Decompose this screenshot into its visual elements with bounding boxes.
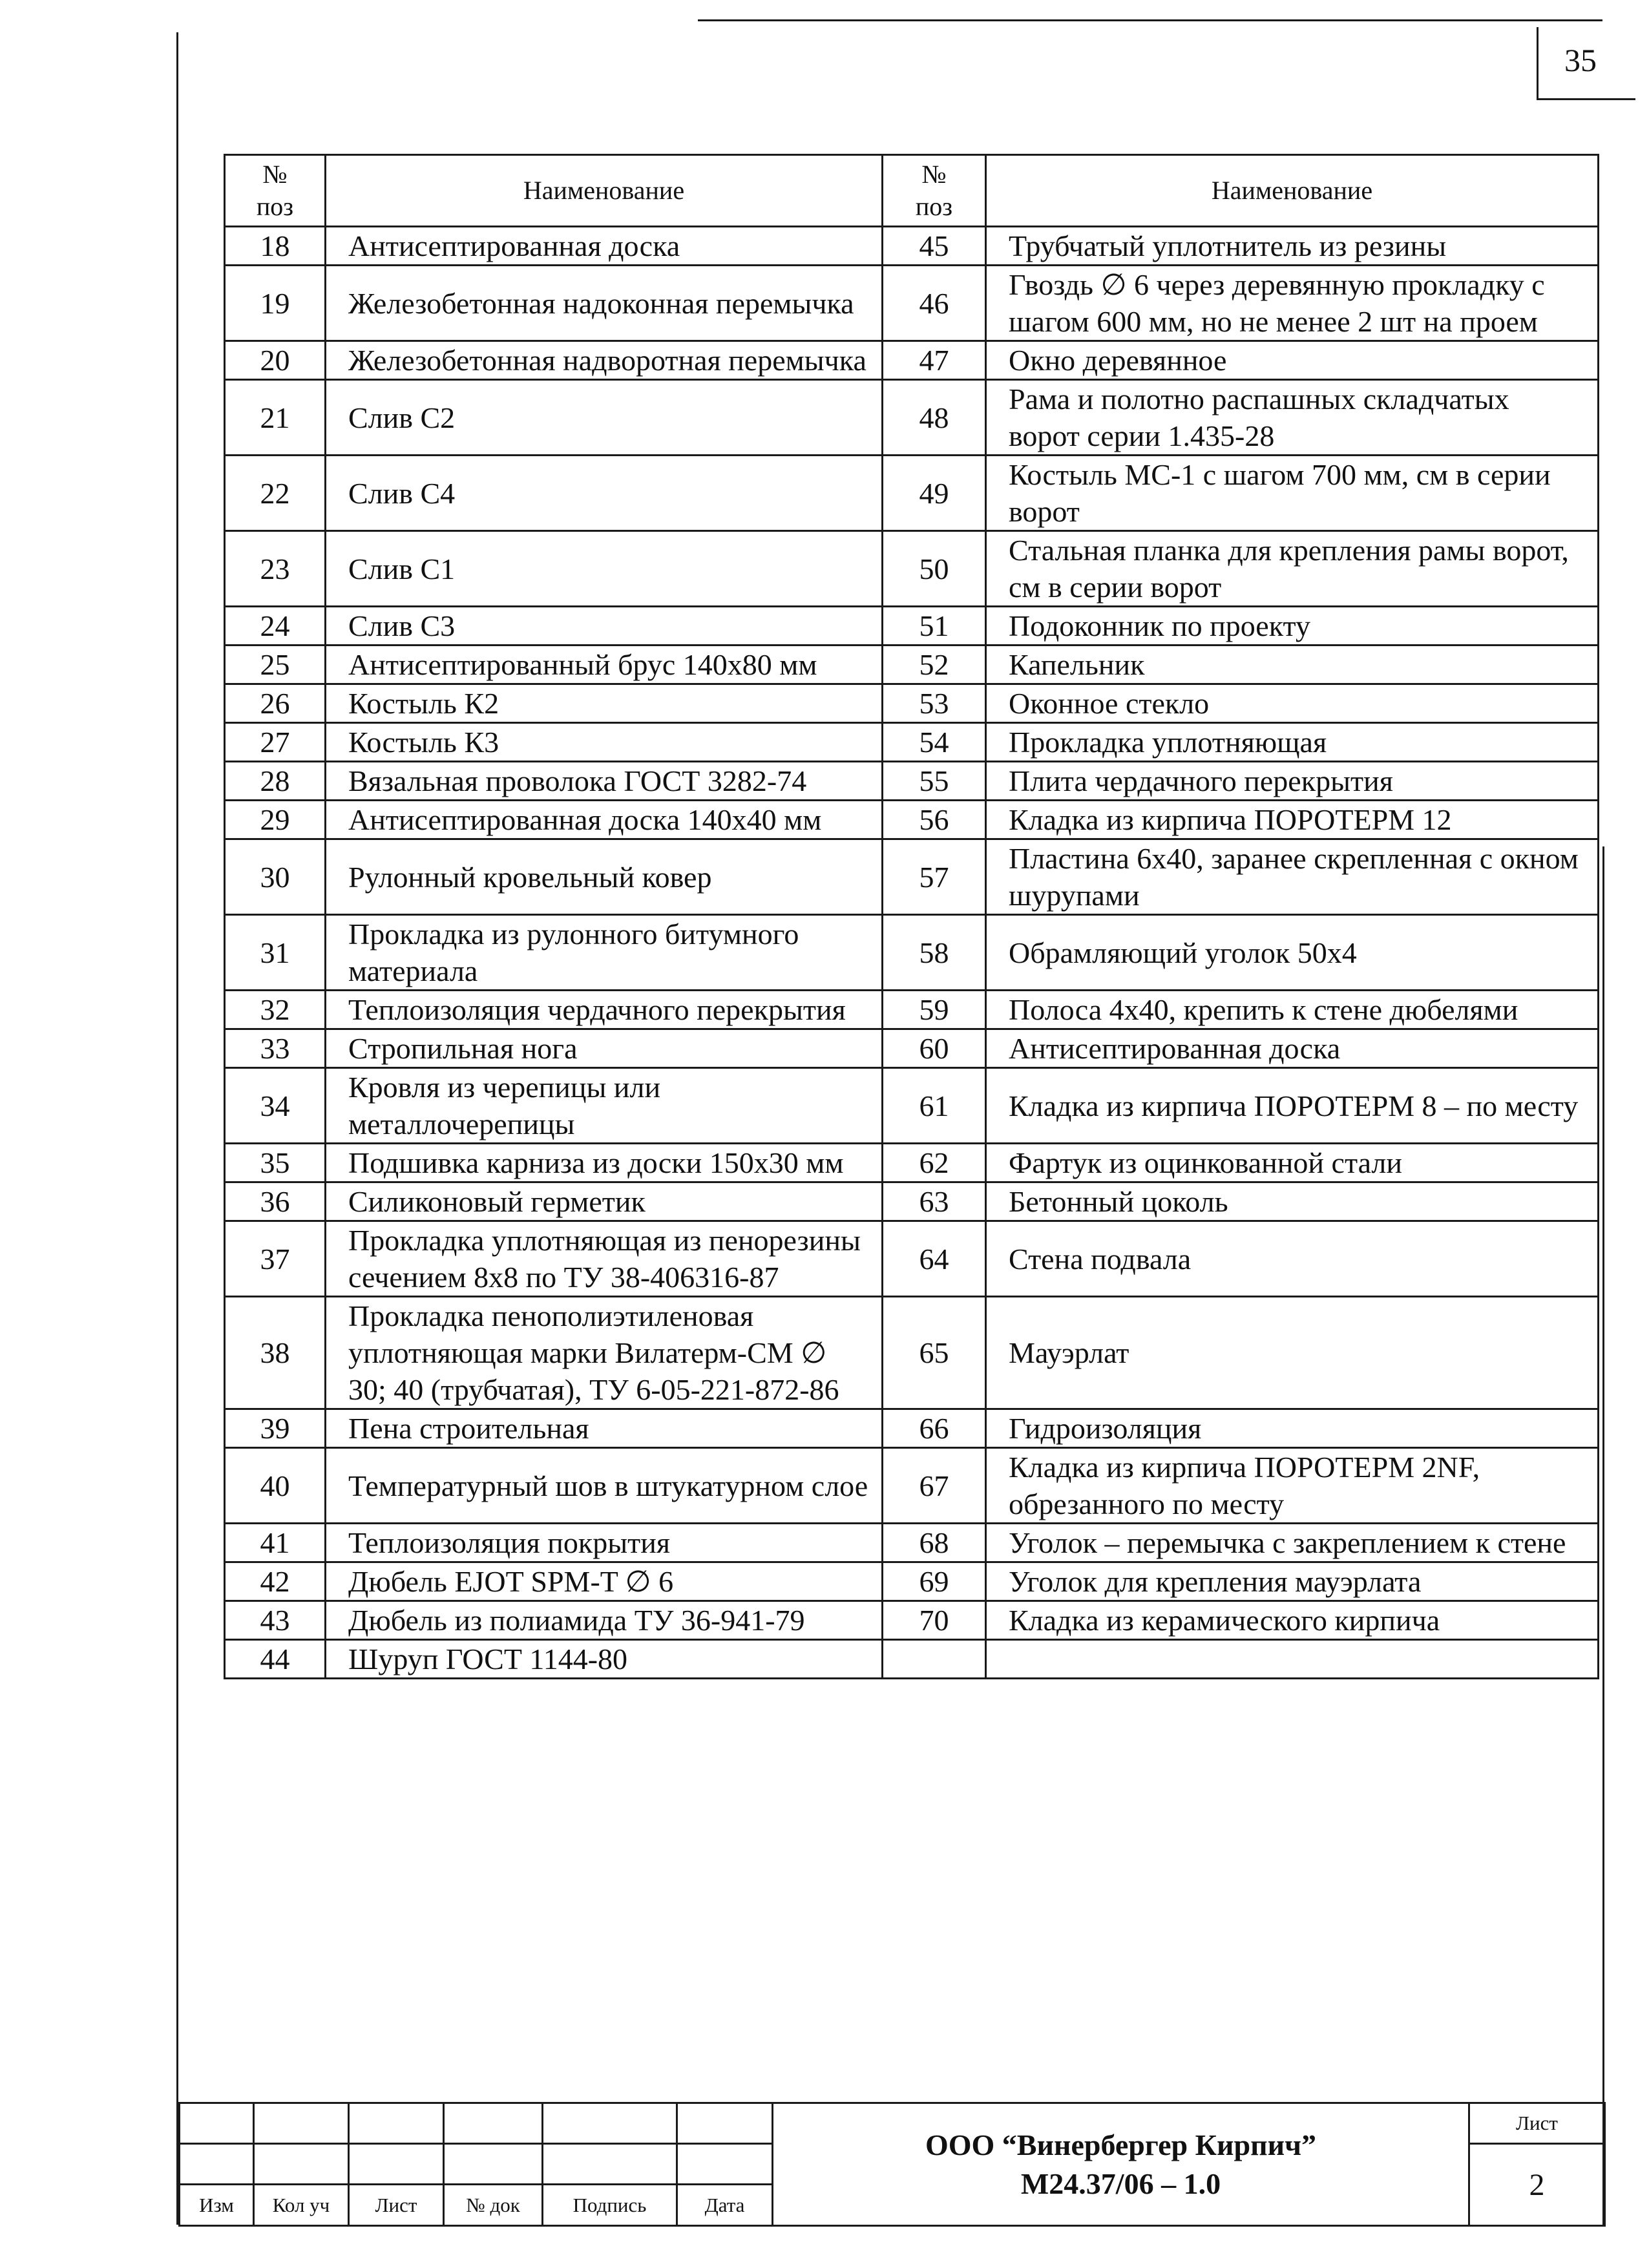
row-name-left: Теплоизоляция чердачного перекрытия — [326, 991, 883, 1029]
table-row — [225, 1221, 1599, 1297]
row-pos-left: 35 — [225, 1144, 326, 1182]
table-body — [225, 227, 1599, 1679]
stamp-col-izm: Изм — [180, 2185, 254, 2226]
row-pos-right — [883, 1640, 986, 1679]
row-pos-left: 19 — [225, 266, 326, 341]
row-pos-left: 27 — [225, 723, 326, 762]
stamp-cell — [677, 2144, 773, 2185]
stamp-cell — [543, 2103, 677, 2144]
stamp-col-list: Лист — [349, 2185, 444, 2226]
table-row — [225, 1297, 1599, 1409]
stamp-col-doc-number: № док — [444, 2185, 543, 2226]
row-pos-right: 61 — [883, 1068, 986, 1144]
row-pos-left: 30 — [225, 839, 326, 915]
row-pos-left: 21 — [225, 380, 326, 456]
row-pos-right: 68 — [883, 1524, 986, 1562]
row-name-right: Трубчатый уплотнитель из резины — [986, 227, 1599, 266]
table-row — [225, 1448, 1599, 1524]
row-name-left: Прокладка пенополиэтиленовая уплотняющая марки Вилатерм-СМ ∅ 30; 40 (трубчатая), ТУ 6-05-221-872-86 — [326, 1297, 883, 1409]
row-pos-right: 58 — [883, 915, 986, 991]
row-pos-left: 39 — [225, 1409, 326, 1448]
row-name-right: Оконное стекло — [986, 684, 1599, 723]
row-name-right: Гвоздь ∅ 6 через деревянную прокладку с шагом 600 мм, но не менее 2 шт на проем — [986, 266, 1599, 341]
table-row — [225, 915, 1599, 991]
row-name-right: Полоса 4х40, крепить к стене дюбелями — [986, 991, 1599, 1029]
row-name-left: Теплоизоляция покрытия — [326, 1524, 883, 1562]
row-pos-left: 44 — [225, 1640, 326, 1679]
row-pos-left: 28 — [225, 762, 326, 801]
organization-block — [773, 2103, 1469, 2226]
stamp-cell — [180, 2144, 254, 2185]
stamp-cell — [349, 2144, 444, 2185]
row-name-right: Уголок для крепления мауэрлата — [986, 1562, 1599, 1601]
frame-left-line — [176, 32, 178, 2225]
row-name-right: Стальная планка для крепления рамы ворот, см в серии ворот — [986, 531, 1599, 607]
row-pos-right: 69 — [883, 1562, 986, 1601]
row-pos-right: 62 — [883, 1144, 986, 1182]
row-name-right: Гидроизоляция — [986, 1409, 1599, 1448]
row-name-left: Прокладка уплотняющая из пенорезины сечением 8х8 по ТУ 38-406316-87 — [326, 1221, 883, 1297]
table-row — [225, 1182, 1599, 1221]
row-pos-left: 24 — [225, 607, 326, 646]
table-row — [225, 1601, 1599, 1640]
row-pos-right: 70 — [883, 1601, 986, 1640]
table-row — [225, 1562, 1599, 1601]
row-name-right: Прокладка уплотняющая — [986, 723, 1599, 762]
table-row — [225, 762, 1599, 801]
table-row — [225, 380, 1599, 456]
row-name-left: Антисептированная доска — [326, 227, 883, 266]
stamp-cell — [677, 2103, 773, 2144]
row-pos-right: 49 — [883, 456, 986, 531]
row-name-left: Вязальная проволока ГОСТ 3282-74 — [326, 762, 883, 801]
row-name-right: Мауэрлат — [986, 1297, 1599, 1409]
row-pos-left: 37 — [225, 1221, 326, 1297]
frame-right-line — [1602, 846, 1604, 2225]
table-row — [225, 723, 1599, 762]
row-pos-right: 57 — [883, 839, 986, 915]
table-row — [225, 1409, 1599, 1448]
row-pos-left: 38 — [225, 1297, 326, 1409]
row-name-left: Прокладка из рулонного битумного материала — [326, 915, 883, 991]
row-name-right — [986, 1640, 1599, 1679]
row-pos-right: 60 — [883, 1029, 986, 1068]
row-name-left: Антисептированная доска 140х40 мм — [326, 801, 883, 839]
row-pos-left: 34 — [225, 1068, 326, 1144]
row-name-right: Плита чердачного перекрытия — [986, 762, 1599, 801]
row-pos-left: 23 — [225, 531, 326, 607]
row-name-left: Слив С3 — [326, 607, 883, 646]
row-name-right: Уголок – перемычка с закреплением к стене — [986, 1524, 1599, 1562]
row-name-left: Кровля из черепицы или металлочерепицы — [326, 1068, 883, 1144]
row-pos-left: 42 — [225, 1562, 326, 1601]
document-code: М24.37/06 – 1.0 — [1020, 2167, 1221, 2200]
stamp-cell — [254, 2103, 349, 2144]
row-name-left: Шуруп ГОСТ 1144-80 — [326, 1640, 883, 1679]
row-name-left: Подшивка карниза из доски 150х30 мм — [326, 1144, 883, 1182]
table-row — [225, 607, 1599, 646]
row-name-right: Костыль МС-1 с шагом 700 мм, см в серии ворот — [986, 456, 1599, 531]
row-name-left: Антисептированный брус 140х80 мм — [326, 646, 883, 684]
row-pos-left: 33 — [225, 1029, 326, 1068]
row-name-left: Слив С2 — [326, 380, 883, 456]
stamp-cell — [444, 2144, 543, 2185]
row-pos-right: 63 — [883, 1182, 986, 1221]
row-pos-right: 54 — [883, 723, 986, 762]
row-pos-left: 32 — [225, 991, 326, 1029]
row-name-right: Капельник — [986, 646, 1599, 684]
table-row — [225, 1068, 1599, 1144]
row-pos-right: 64 — [883, 1221, 986, 1297]
table-row — [225, 991, 1599, 1029]
row-name-left: Костыль К3 — [326, 723, 883, 762]
row-name-left: Стропильная нога — [326, 1029, 883, 1068]
row-pos-right: 52 — [883, 646, 986, 684]
sheet-number: 2 — [1469, 2144, 1605, 2226]
row-name-left: Слив С1 — [326, 531, 883, 607]
row-pos-left: 20 — [225, 341, 326, 380]
row-name-left: Слив С4 — [326, 456, 883, 531]
row-pos-left: 41 — [225, 1524, 326, 1562]
row-name-left: Костыль К2 — [326, 684, 883, 723]
row-pos-left: 18 — [225, 227, 326, 266]
page-number-box — [1537, 27, 1635, 100]
row-pos-right: 66 — [883, 1409, 986, 1448]
row-pos-left: 36 — [225, 1182, 326, 1221]
stamp-cell — [444, 2103, 543, 2144]
header-pos-right: № поз — [883, 155, 986, 227]
row-name-right: Пластина 6х40, заранее скрепленная с окном шурупами — [986, 839, 1599, 915]
stamp-col-kol-uch: Кол уч — [254, 2185, 349, 2226]
page-number: 35 — [1564, 42, 1597, 78]
row-pos-right: 50 — [883, 531, 986, 607]
table-row — [225, 531, 1599, 607]
row-name-right: Кладка из керамического кирпича — [986, 1601, 1599, 1640]
organization-name: ООО “Винербергер Кирпич” — [925, 2128, 1317, 2161]
header-pos-left: № поз — [225, 155, 326, 227]
table-row — [225, 1144, 1599, 1182]
row-name-left: Железобетонная надоконная перемычка — [326, 266, 883, 341]
row-pos-left: 29 — [225, 801, 326, 839]
sheet-label: Лист — [1469, 2103, 1605, 2144]
stamp-col-date: Дата — [677, 2185, 773, 2226]
row-pos-left: 25 — [225, 646, 326, 684]
row-name-right: Бетонный цоколь — [986, 1182, 1599, 1221]
row-name-right: Кладка из кирпича ПОРОТЕРМ 2NF, обрезанного по месту — [986, 1448, 1599, 1524]
row-name-right: Кладка из кирпича ПОРОТЕРМ 8 – по месту — [986, 1068, 1599, 1144]
row-name-left: Дюбель EJOT SPM-T ∅ 6 — [326, 1562, 883, 1601]
table-row — [225, 1029, 1599, 1068]
table-header-row — [225, 155, 1599, 227]
row-name-left: Рулонный кровельный ковер — [326, 839, 883, 915]
row-name-right: Антисептированная доска — [986, 1029, 1599, 1068]
row-pos-left: 26 — [225, 684, 326, 723]
row-name-left: Железобетонная надворотная перемычка — [326, 341, 883, 380]
stamp-cell — [180, 2103, 254, 2144]
row-pos-right: 51 — [883, 607, 986, 646]
frame-top-line — [698, 19, 1602, 21]
table-row — [225, 1640, 1599, 1679]
row-name-left: Температурный шов в штукатурном слое — [326, 1448, 883, 1524]
row-name-right: Стена подвала — [986, 1221, 1599, 1297]
table-row — [225, 341, 1599, 380]
row-pos-right: 46 — [883, 266, 986, 341]
row-pos-right: 67 — [883, 1448, 986, 1524]
row-name-left: Пена строительная — [326, 1409, 883, 1448]
header-name-left: Наименование — [326, 155, 883, 227]
table-row — [225, 1524, 1599, 1562]
table-row — [225, 266, 1599, 341]
row-name-left: Силиконовый герметик — [326, 1182, 883, 1221]
row-pos-right: 55 — [883, 762, 986, 801]
row-name-right: Фартук из оцинкованной стали — [986, 1144, 1599, 1182]
stamp-cell — [543, 2144, 677, 2185]
row-pos-right: 59 — [883, 991, 986, 1029]
table-row — [225, 839, 1599, 915]
row-name-right: Окно деревянное — [986, 341, 1599, 380]
row-pos-right: 47 — [883, 341, 986, 380]
row-name-right: Обрамляющий уголок 50х4 — [986, 915, 1599, 991]
title-block — [178, 2102, 1606, 2227]
table-row — [225, 227, 1599, 266]
row-pos-left: 22 — [225, 456, 326, 531]
row-pos-left: 31 — [225, 915, 326, 991]
row-pos-right: 48 — [883, 380, 986, 456]
row-pos-left: 43 — [225, 1601, 326, 1640]
table-row — [225, 801, 1599, 839]
row-name-right: Кладка из кирпича ПОРОТЕРМ 12 — [986, 801, 1599, 839]
row-pos-left: 40 — [225, 1448, 326, 1524]
row-pos-right: 65 — [883, 1297, 986, 1409]
header-name-right: Наименование — [986, 155, 1599, 227]
row-name-left: Дюбель из полиамида ТУ 36-941-79 — [326, 1601, 883, 1640]
row-pos-right: 45 — [883, 227, 986, 266]
table-row — [225, 646, 1599, 684]
row-pos-right: 53 — [883, 684, 986, 723]
stamp-col-signature: Подпись — [543, 2185, 677, 2226]
stamp-cell — [349, 2103, 444, 2144]
specification-table — [224, 154, 1599, 1679]
table-row — [225, 684, 1599, 723]
row-name-right: Рама и полотно распашных складчатых ворот серии 1.435-28 — [986, 380, 1599, 456]
table-row — [225, 456, 1599, 531]
stamp-cell — [254, 2144, 349, 2185]
row-pos-right: 56 — [883, 801, 986, 839]
row-name-right: Подоконник по проекту — [986, 607, 1599, 646]
